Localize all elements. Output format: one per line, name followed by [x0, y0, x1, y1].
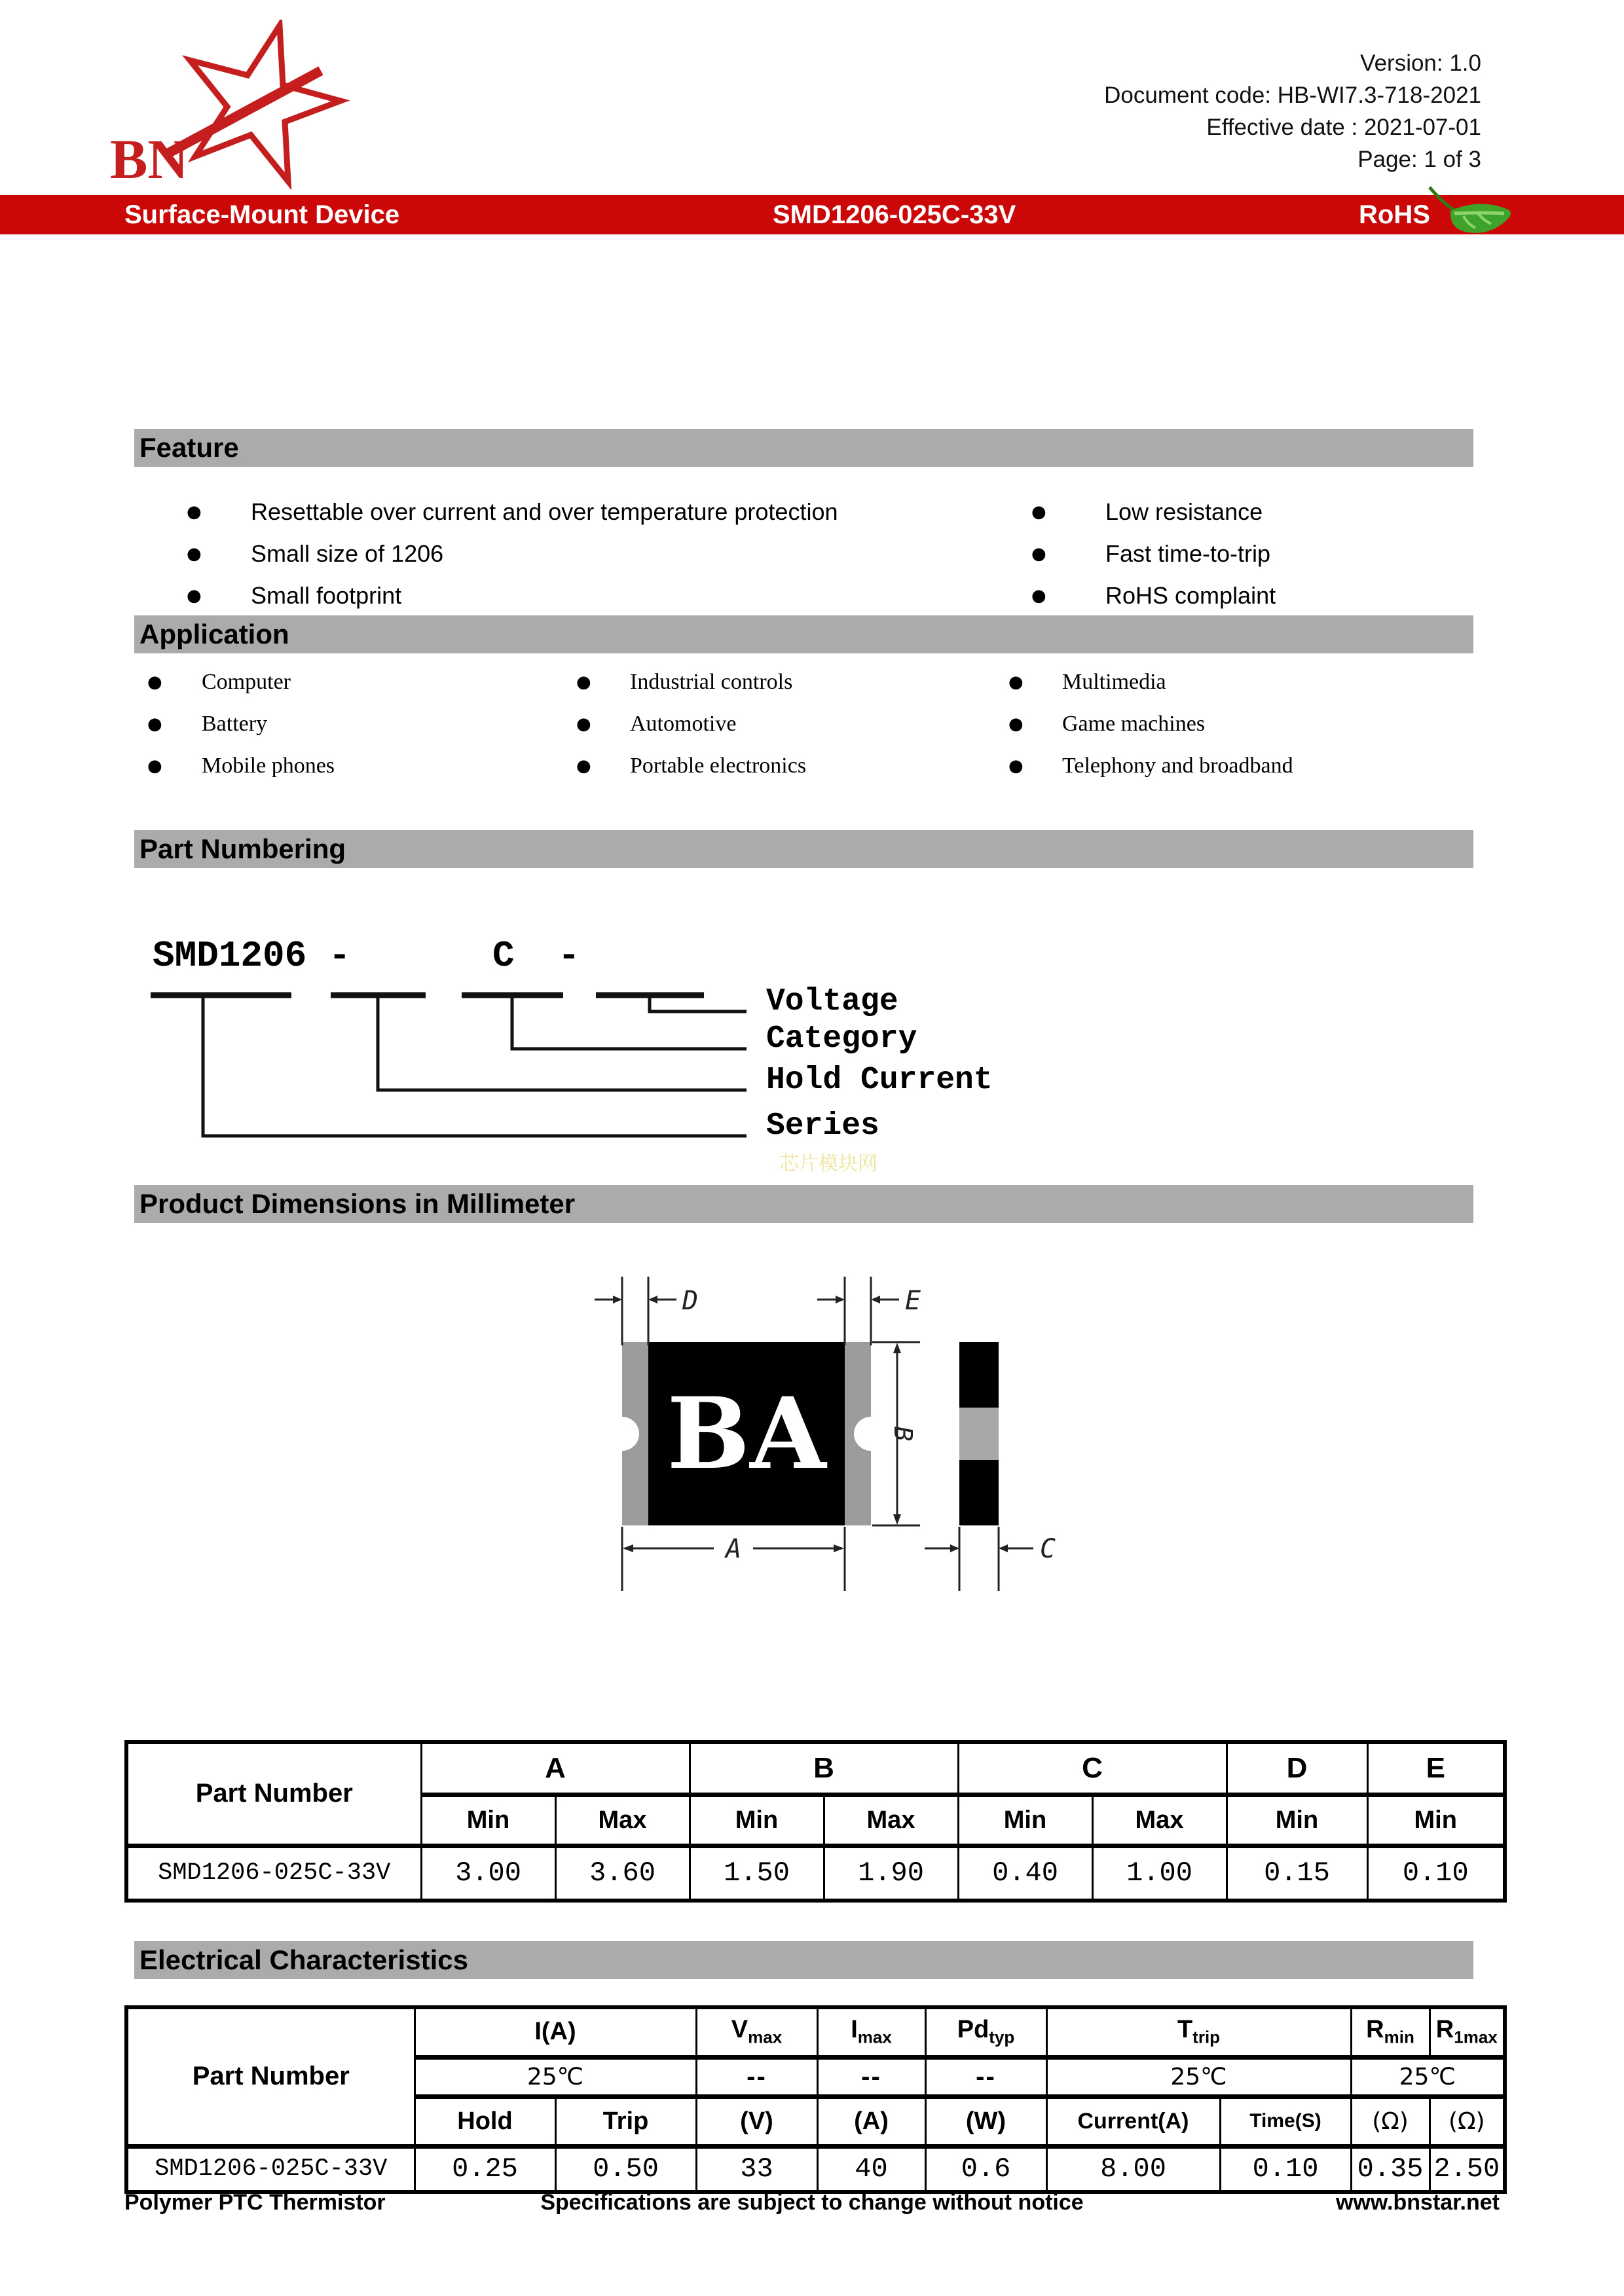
elec-col-ttrip: $T_{trip}$: [1046, 2007, 1351, 2057]
application-section-header: Application: [134, 615, 1473, 653]
dim-min-header: Min: [1367, 1795, 1505, 1846]
elec-temp-r: 25℃: [1351, 2057, 1505, 2096]
rohs-label: RoHS: [1359, 200, 1430, 229]
dim-value-b-min: 1.50: [690, 1846, 824, 1901]
dim-label-b: B: [889, 1426, 917, 1442]
dim-value-a-min: 3.00: [421, 1846, 555, 1901]
side-view-middle: [959, 1408, 999, 1460]
dim-value-a-max: 3.60: [555, 1846, 690, 1901]
feature-item: RoHS complaint: [1105, 582, 1276, 609]
dim-value-b-max: 1.90: [824, 1846, 958, 1901]
bullet-icon: ●: [1008, 672, 1024, 692]
elec-temp-ttrip: 25℃: [1046, 2057, 1351, 2096]
dim-value-c-min: 0.40: [958, 1846, 1092, 1901]
dim-col-b: B: [690, 1742, 958, 1795]
dim-label-d: D: [682, 1286, 699, 1316]
dim-table-row: [126, 1846, 1505, 1901]
dim-value-d-min: 0.15: [1227, 1846, 1367, 1901]
elec-col-pdtyp: $Pd_{typ}$: [925, 2007, 1046, 2057]
bullet-icon: ●: [187, 586, 202, 606]
application-item: Portable electronics: [630, 754, 807, 778]
elec-w-unit: (W): [925, 2096, 1046, 2146]
application-item: Computer: [202, 670, 291, 694]
bullet-icon: ●: [576, 756, 591, 776]
dim-label-c: C: [1040, 1534, 1056, 1564]
feature-section-header: Feature: [134, 429, 1473, 467]
diagram-label-category: Category: [766, 1021, 917, 1057]
application-item: Mobile phones: [202, 754, 335, 778]
bullet-icon: ●: [147, 672, 162, 692]
dim-col-c: C: [958, 1742, 1227, 1795]
dimensions-section-header: Product Dimensions in Millimeter: [134, 1185, 1473, 1223]
elec-ohm-unit: (Ω): [1351, 2096, 1430, 2146]
elec-col-vmax: $V_{max}$: [696, 2007, 817, 2057]
dim-label-a: A: [725, 1534, 742, 1564]
elec-dash: --: [696, 2057, 817, 2096]
feature-item: Small size of 1206: [251, 540, 444, 567]
title-banner: [0, 195, 1624, 234]
elec-value-rmin: 0.35: [1351, 2146, 1430, 2192]
watermark: 芯片模块网: [779, 1153, 877, 1175]
bullet-icon: ●: [576, 672, 591, 692]
chip-marking: BA: [667, 1376, 826, 1491]
elec-value-r1max: 2.50: [1430, 2146, 1505, 2192]
dim-max-header: Max: [555, 1795, 690, 1846]
footer-website: www.bnstar.net: [1335, 2190, 1500, 2215]
elec-col-rmin: $R_{min}$: [1351, 2007, 1430, 2057]
elec-col-r1max: $R_{1max}$: [1430, 2007, 1505, 2057]
footer-product-type: Polymer PTC Thermistor: [124, 2190, 386, 2215]
dim-min-header: Min: [958, 1795, 1092, 1846]
elec-dash: --: [817, 2057, 925, 2096]
brand-logo: [105, 20, 354, 196]
elec-value-pd: 0.6: [925, 2146, 1046, 2192]
elec-value-imax: 40: [817, 2146, 925, 2192]
doc-code-line: Document code: HB-WI7.3-718-2021: [1104, 82, 1481, 108]
electrical-section-header: Electrical Characteristics: [134, 1941, 1473, 1979]
elec-part-number-header: Part Number: [126, 2007, 415, 2146]
diagram-label-voltage: Voltage: [766, 984, 898, 1019]
elec-value-vmax: 33: [696, 2146, 817, 2192]
dim-min-header: Min: [1227, 1795, 1367, 1846]
part-numbering-section-header: Part Numbering: [134, 830, 1473, 868]
dim-max-header: Max: [1092, 1795, 1227, 1846]
elec-value-trip-time: 0.10: [1220, 2146, 1351, 2192]
dimensions-table: [124, 1740, 1507, 1903]
dim-col-d: D: [1227, 1742, 1367, 1795]
diagram-label-series: Series: [766, 1108, 879, 1144]
elec-trip-header: Trip: [555, 2096, 696, 2146]
elec-value-trip-current: 8.00: [1046, 2146, 1220, 2192]
part-number-prefix: SMD1206 -: [153, 935, 351, 977]
side-view-top: [959, 1342, 999, 1408]
bullet-icon: ●: [1031, 502, 1046, 522]
bullet-icon: ●: [147, 714, 162, 734]
dim-min-header: Min: [690, 1795, 824, 1846]
part-number-category-letter: C: [492, 935, 515, 977]
application-item: Game machines: [1062, 712, 1206, 736]
document-meta: [1104, 47, 1481, 175]
banner-device-type: Surface-Mount Device: [124, 200, 400, 229]
feature-item: Resettable over current and over temperature protection: [251, 498, 838, 525]
diagram-label-hold-current: Hold Current: [766, 1063, 993, 1098]
bullet-icon: ●: [187, 502, 202, 522]
application-item: Telephony and broadband: [1062, 754, 1293, 778]
dim-col-a: A: [421, 1742, 690, 1795]
bullet-icon: ●: [1008, 714, 1024, 734]
elec-ohm-unit: (Ω): [1430, 2096, 1505, 2146]
elec-time-header: Time(S): [1220, 2096, 1351, 2146]
version-line: Version: 1.0: [1360, 50, 1481, 76]
dim-value-e-min: 0.10: [1367, 1846, 1505, 1901]
dim-col-e: E: [1367, 1742, 1505, 1795]
effective-date-line: Effective date : 2021-07-01: [1206, 115, 1481, 140]
electrical-table: [124, 2005, 1507, 2194]
feature-item: Fast time-to-trip: [1105, 540, 1271, 567]
logo-text: BN: [110, 128, 189, 191]
footer-disclaimer: Specifications are subject to change without notice: [540, 2190, 1084, 2215]
bullet-icon: ●: [1008, 756, 1024, 776]
feature-item: Low resistance: [1105, 498, 1263, 525]
dim-max-header: Max: [824, 1795, 958, 1846]
application-item: Automotive: [630, 712, 737, 736]
dim-part-number-header: Part Number: [126, 1742, 421, 1846]
bullet-icon: ●: [1031, 586, 1046, 606]
banner-part-number: SMD1206-025C-33V: [773, 200, 1016, 229]
dim-row-part-number: SMD1206-025C-33V: [126, 1846, 421, 1901]
elec-a-unit: (A): [817, 2096, 925, 2146]
application-item: Battery: [202, 712, 268, 736]
dim-label-e: E: [905, 1286, 921, 1316]
dim-value-c-max: 1.00: [1092, 1846, 1227, 1901]
side-view-bottom: [959, 1460, 999, 1525]
bullet-icon: ●: [576, 714, 591, 734]
bullet-icon: ●: [147, 756, 162, 776]
application-item: Industrial controls: [630, 670, 793, 694]
page-number-line: Page: 1 of 3: [1357, 147, 1481, 172]
component-dimension-drawing: [557, 1264, 1080, 1604]
elec-row-part-number: SMD1206-025C-33V: [126, 2146, 415, 2192]
application-item: Multimedia: [1062, 670, 1166, 694]
leaf-icon: [1418, 186, 1516, 240]
part-number-dash: -: [558, 935, 580, 977]
feature-item: Small footprint: [251, 582, 402, 609]
elec-value-hold: 0.25: [415, 2146, 555, 2192]
bullet-icon: ●: [187, 544, 202, 564]
elec-v-unit: (V): [696, 2096, 817, 2146]
elec-value-trip: 0.50: [555, 2146, 696, 2192]
bullet-icon: ●: [1031, 544, 1046, 564]
dim-min-header: Min: [421, 1795, 555, 1846]
elec-hold-header: Hold: [415, 2096, 555, 2146]
elec-temp-ia: 25℃: [415, 2057, 696, 2096]
elec-table-row: [126, 2146, 1505, 2192]
elec-col-ia: I(A): [415, 2007, 696, 2057]
elec-col-imax: $I_{max}$: [817, 2007, 925, 2057]
elec-current-header: Current(A): [1046, 2096, 1220, 2146]
elec-dash: --: [925, 2057, 1046, 2096]
